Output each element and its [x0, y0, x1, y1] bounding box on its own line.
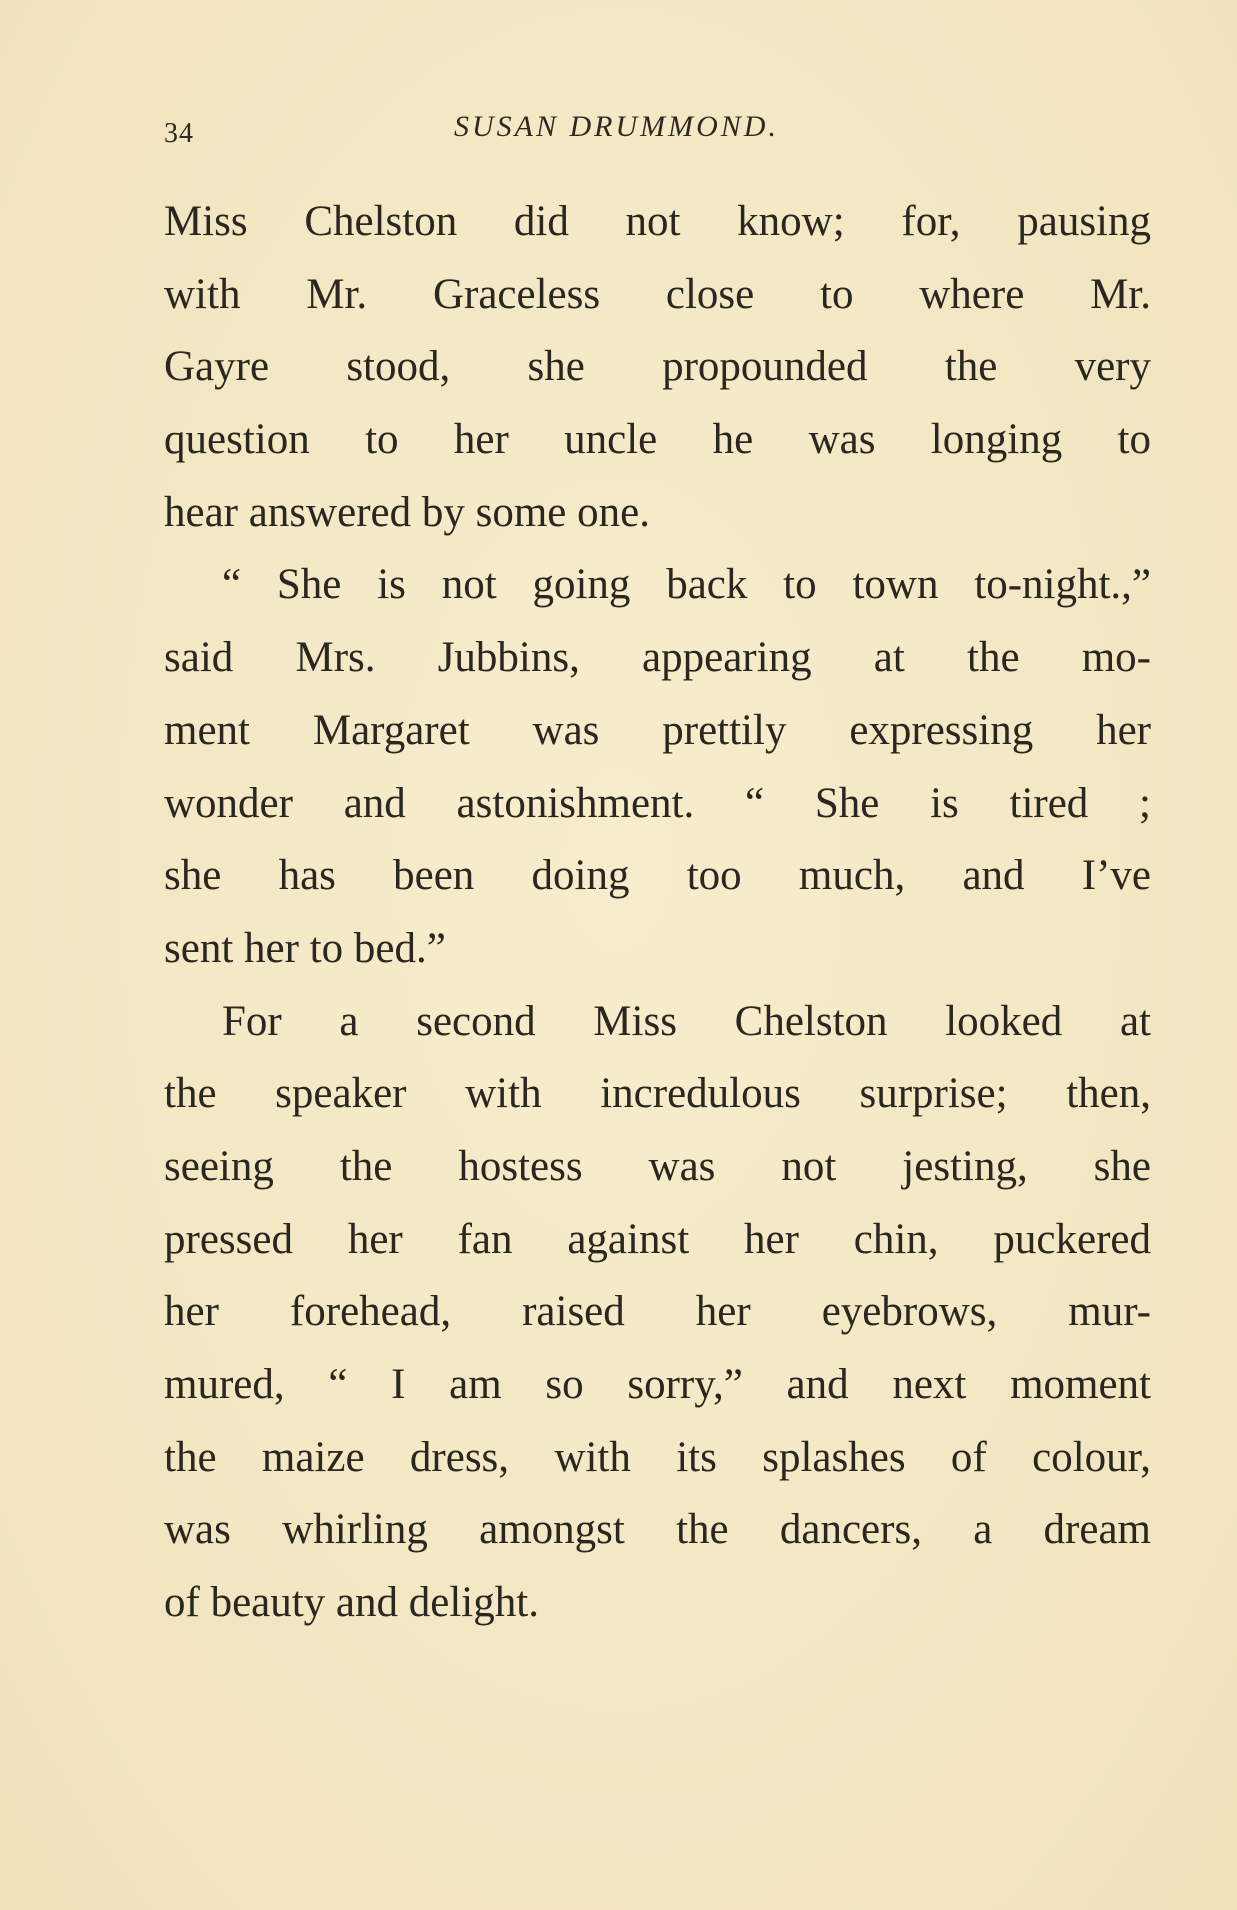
text-line: sent her to bed.” [164, 924, 446, 972]
text-line: seeing the hostess was not jesting, she [164, 1142, 1151, 1190]
text-line: said Mrs. Jubbins, appearing at the mo- [164, 634, 1151, 682]
text-line: For a second Miss Chelston looked at [222, 997, 1151, 1045]
running-title: SUSAN DRUMMOND. [454, 110, 779, 143]
text-line: was whirling amongst the dancers, a dream [164, 1506, 1151, 1554]
text-line: of beauty and delight. [164, 1579, 539, 1627]
text-line: her forehead, raised her eyebrows, mur- [164, 1288, 1151, 1336]
text-line: ment Margaret was prettily expressing her [164, 706, 1151, 754]
text-line: mured, “ I am so sorry,” and next moment [164, 1361, 1151, 1408]
text-line: pressed her fan against her chin, puckered [164, 1215, 1151, 1263]
page-number: 34 [164, 118, 194, 149]
text-line: the maize dress, with its splashes of colour, [164, 1433, 1151, 1481]
text-line: question to her uncle he was longing to [164, 416, 1151, 464]
text-line: she has been doing too much, and I’ve [164, 852, 1151, 900]
text-line: Miss Chelston did not know; for, pausing [164, 198, 1151, 245]
text-line: wonder and astonishment. “ She is tired ; [164, 779, 1151, 827]
text-line: hear answered by some one. [164, 488, 650, 536]
text-line: with Mr. Graceless close to where Mr. [164, 270, 1151, 318]
page-header [164, 110, 1164, 160]
text-line: “ She is not going back to town to-night.,” [222, 561, 1151, 609]
text-line: the speaker with incredulous surprise; then, [164, 1070, 1151, 1118]
body-text [164, 186, 1151, 1640]
text-line: Gayre stood, she propounded the very [164, 343, 1151, 391]
